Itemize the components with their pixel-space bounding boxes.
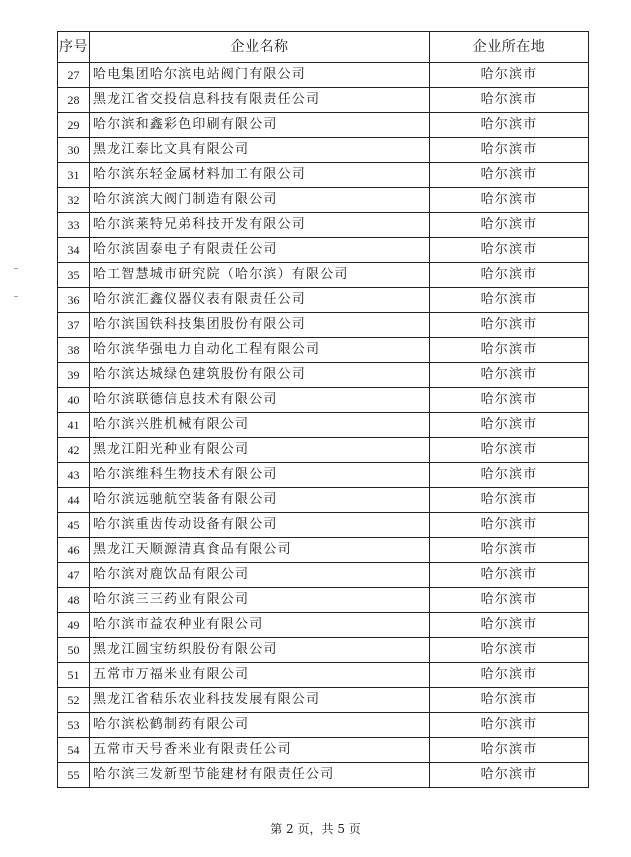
- row-number: 41: [58, 413, 90, 438]
- company-name: 五常市万福米业有限公司: [90, 663, 430, 688]
- row-number: 37: [58, 313, 90, 338]
- company-name: 哈尔滨和鑫彩色印刷有限公司: [90, 113, 430, 138]
- company-name: 黑龙江省交投信息科技有限责任公司: [90, 88, 430, 113]
- row-number: 42: [58, 438, 90, 463]
- table-body: [58, 63, 589, 788]
- table-row: [58, 563, 589, 588]
- row-number: 54: [58, 738, 90, 763]
- company-location: 哈尔滨市: [430, 738, 589, 763]
- row-number: 31: [58, 163, 90, 188]
- company-location: 哈尔滨市: [430, 413, 589, 438]
- company-name: 黑龙江省秸乐农业科技发展有限公司: [90, 688, 430, 713]
- company-name: 哈尔滨汇鑫仪器仪表有限责任公司: [90, 288, 430, 313]
- company-location: 哈尔滨市: [430, 563, 589, 588]
- company-name: 哈尔滨松鹤制药有限公司: [90, 713, 430, 738]
- company-name: 哈尔滨国铁科技集团股份有限公司: [90, 313, 430, 338]
- row-number: 44: [58, 488, 90, 513]
- header-no: 序号: [58, 32, 90, 63]
- row-number: 43: [58, 463, 90, 488]
- table-row: [58, 463, 589, 488]
- table-row: [58, 313, 589, 338]
- row-number: 52: [58, 688, 90, 713]
- table-row: [58, 163, 589, 188]
- company-location: 哈尔滨市: [430, 263, 589, 288]
- table-row: [58, 263, 589, 288]
- table-row: [58, 88, 589, 113]
- header-company-name: 企业名称: [90, 32, 430, 63]
- company-name: 哈尔滨兴胜机械有限公司: [90, 413, 430, 438]
- company-name: 哈尔滨东轻金属材料加工有限公司: [90, 163, 430, 188]
- company-location: 哈尔滨市: [430, 763, 589, 788]
- company-location: 哈尔滨市: [430, 463, 589, 488]
- company-location: 哈尔滨市: [430, 238, 589, 263]
- row-number: 35: [58, 263, 90, 288]
- row-number: 32: [58, 188, 90, 213]
- table-row: [58, 538, 589, 563]
- row-number: 28: [58, 88, 90, 113]
- company-name: 哈尔滨市益农种业有限公司: [90, 613, 430, 638]
- row-number: 45: [58, 513, 90, 538]
- row-number: 46: [58, 538, 90, 563]
- company-name: 五常市天号香米业有限责任公司: [90, 738, 430, 763]
- company-name: 哈尔滨固泰电子有限责任公司: [90, 238, 430, 263]
- company-location: 哈尔滨市: [430, 613, 589, 638]
- company-location: 哈尔滨市: [430, 288, 589, 313]
- company-location: 哈尔滨市: [430, 63, 589, 88]
- company-location: 哈尔滨市: [430, 538, 589, 563]
- row-number: 53: [58, 713, 90, 738]
- company-name: 哈尔滨达城绿色建筑股份有限公司: [90, 363, 430, 388]
- company-location: 哈尔滨市: [430, 588, 589, 613]
- company-name: 哈电集团哈尔滨电站阀门有限公司: [90, 63, 430, 88]
- row-number: 33: [58, 213, 90, 238]
- table-row: [58, 738, 589, 763]
- table-row: [58, 338, 589, 363]
- company-location: 哈尔滨市: [430, 438, 589, 463]
- page-number: 第 2 页，共 5 页: [270, 822, 361, 836]
- table-row: [58, 488, 589, 513]
- table-row: [58, 213, 589, 238]
- table-row: [58, 663, 589, 688]
- table-row: [58, 438, 589, 463]
- table-row: [58, 113, 589, 138]
- row-number: 40: [58, 388, 90, 413]
- row-number: 29: [58, 113, 90, 138]
- company-name: 哈尔滨莱特兄弟科技开发有限公司: [90, 213, 430, 238]
- scan-mark: [14, 296, 18, 297]
- company-name: 黑龙江圆宝纺织股份有限公司: [90, 638, 430, 663]
- table-row: [58, 613, 589, 638]
- company-location: 哈尔滨市: [430, 313, 589, 338]
- table-row: [58, 763, 589, 788]
- company-location: 哈尔滨市: [430, 638, 589, 663]
- table-row: [58, 513, 589, 538]
- company-name: 哈尔滨远驰航空装备有限公司: [90, 488, 430, 513]
- company-location: 哈尔滨市: [430, 363, 589, 388]
- table-row: [58, 363, 589, 388]
- row-number: 36: [58, 288, 90, 313]
- row-number: 48: [58, 588, 90, 613]
- row-number: 50: [58, 638, 90, 663]
- row-number: 34: [58, 238, 90, 263]
- company-name: 哈尔滨重齿传动设备有限公司: [90, 513, 430, 538]
- table-row: [58, 688, 589, 713]
- table-row: [58, 63, 589, 88]
- company-location: 哈尔滨市: [430, 488, 589, 513]
- company-name: 黑龙江天顺源清真食品有限公司: [90, 538, 430, 563]
- company-name: 哈尔滨滨大阀门制造有限公司: [90, 188, 430, 213]
- scan-mark: [14, 268, 18, 269]
- row-number: 38: [58, 338, 90, 363]
- header-location: 企业所在地: [430, 32, 589, 63]
- company-location: 哈尔滨市: [430, 388, 589, 413]
- table-row: [58, 288, 589, 313]
- company-name: 哈尔滨维科生物技术有限公司: [90, 463, 430, 488]
- table-row: [58, 713, 589, 738]
- company-location: 哈尔滨市: [430, 213, 589, 238]
- table-row: [58, 138, 589, 163]
- company-location: 哈尔滨市: [430, 688, 589, 713]
- company-location: 哈尔滨市: [430, 663, 589, 688]
- company-location: 哈尔滨市: [430, 338, 589, 363]
- company-name: 哈尔滨三三药业有限公司: [90, 588, 430, 613]
- company-location: 哈尔滨市: [430, 513, 589, 538]
- row-number: 51: [58, 663, 90, 688]
- table-header-row: [58, 32, 589, 63]
- table-row: [58, 238, 589, 263]
- company-name: 黑龙江泰比文具有限公司: [90, 138, 430, 163]
- company-name: 哈尔滨对鹿饮品有限公司: [90, 563, 430, 588]
- row-number: 30: [58, 138, 90, 163]
- company-location: 哈尔滨市: [430, 713, 589, 738]
- company-name: 黑龙江阳光种业有限公司: [90, 438, 430, 463]
- company-name: 哈尔滨华强电力自动化工程有限公司: [90, 338, 430, 363]
- row-number: 49: [58, 613, 90, 638]
- company-name: 哈工智慧城市研究院（哈尔滨）有限公司: [90, 263, 430, 288]
- row-number: 39: [58, 363, 90, 388]
- row-number: 55: [58, 763, 90, 788]
- table-row: [58, 388, 589, 413]
- table-row: [58, 638, 589, 663]
- company-name: 哈尔滨联德信息技术有限公司: [90, 388, 430, 413]
- company-table: [57, 31, 589, 788]
- company-location: 哈尔滨市: [430, 163, 589, 188]
- row-number: 27: [58, 63, 90, 88]
- table-row: [58, 188, 589, 213]
- company-location: 哈尔滨市: [430, 88, 589, 113]
- company-location: 哈尔滨市: [430, 113, 589, 138]
- company-name: 哈尔滨三发新型节能建材有限责任公司: [90, 763, 430, 788]
- table-row: [58, 588, 589, 613]
- company-location: 哈尔滨市: [430, 188, 589, 213]
- table-row: [58, 413, 589, 438]
- row-number: 47: [58, 563, 90, 588]
- company-location: 哈尔滨市: [430, 138, 589, 163]
